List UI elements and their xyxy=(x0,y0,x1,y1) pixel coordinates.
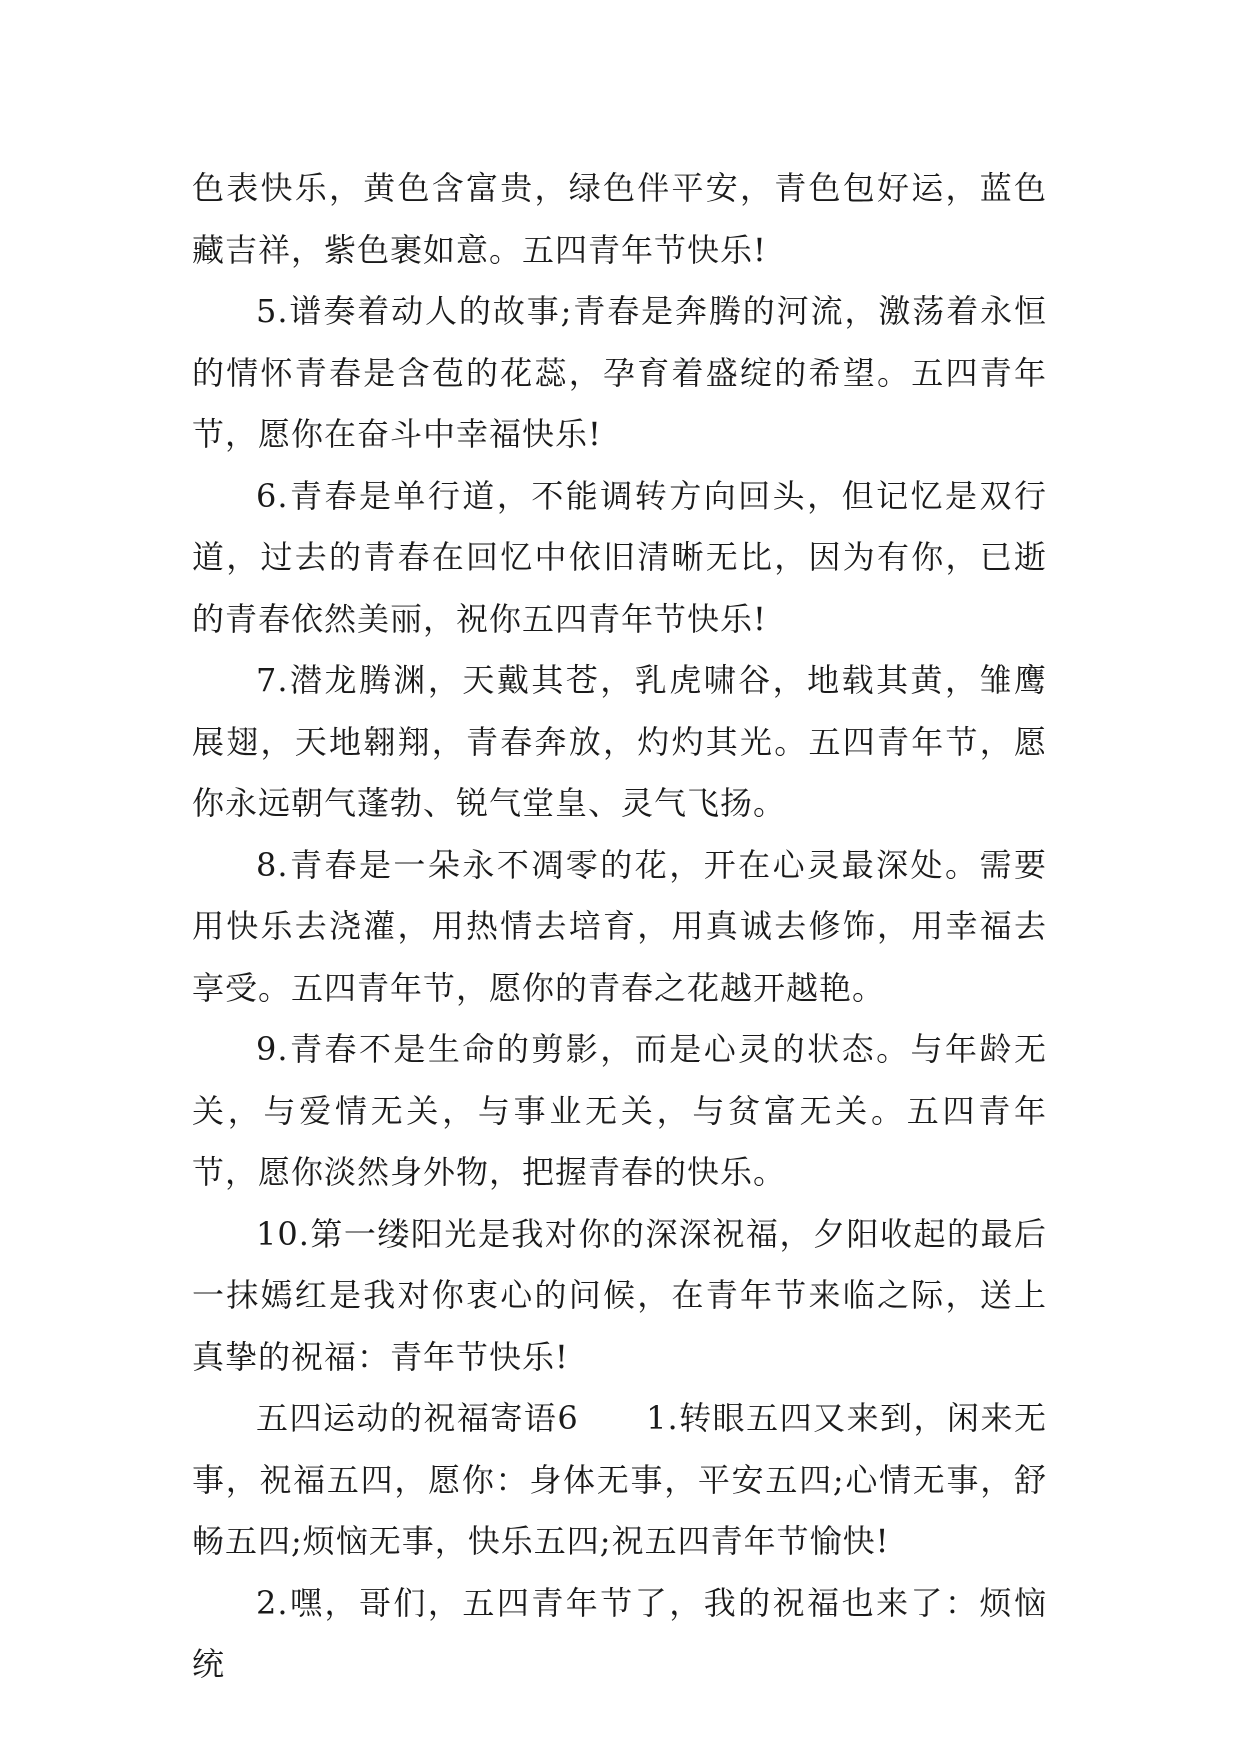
paragraph: 6.青春是单行道，不能调转方向回头，但记忆是双行道，过去的青春在回忆中依旧清晰无比，因为有你，已逝的青春依然美丽，祝你五四青年节快乐! xyxy=(192,476,1047,638)
paragraph: 8.青春是一朵永不凋零的花，开在心灵最深处。需要用快乐去浇灌，用热情去培育，用真诚去修饰，用幸福去享受。五四青年节，愿你的青春之花越开越艳。 xyxy=(192,845,1047,1007)
paragraph: 五四运动的祝福寄语6 1.转眼五四又来到，闲来无事，祝福五四，愿你：身体无事，平安五四;心情无事，舒畅五四;烦恼无事，快乐五四;祝五四青年节愉快! xyxy=(192,1399,1047,1560)
paragraph: 色表快乐，黄色含富贵，绿色伴平安，青色包好运，蓝色藏吉祥，紫色裹如意。五四青年节快乐! xyxy=(192,169,1047,269)
document-body xyxy=(192,158,1047,1696)
paragraph: 5.谱奏着动人的故事;青春是奔腾的河流，激荡着永恒的情怀青春是含苞的花蕊，孕育着盛绽的希望。五四青年节，愿你在奋斗中幸福快乐! xyxy=(192,292,1047,453)
paragraph: 10.第一缕阳光是我对你的深深祝福，夕阳收起的最后一抹嫣红是我对你衷心的问候，在青年节来临之际，送上真挚的祝福：青年节快乐! xyxy=(192,1214,1047,1376)
paragraph: 2.嘿，哥们，五四青年节了，我的祝福也来了：烦恼统 xyxy=(192,1583,1047,1683)
paragraph: 7.潜龙腾渊，天戴其苍，乳虎啸谷，地载其黄，雏鹰展翅，天地翱翔，青春奔放，灼灼其光。五四青年节，愿你永远朝气蓬勃、锐气堂皇、灵气飞扬。 xyxy=(192,661,1047,822)
paragraph: 9.青春不是生命的剪影，而是心灵的状态。与年龄无关，与爱情无关，与事业无关，与贫富无关。五四青年节，愿你淡然身外物，把握青春的快乐。 xyxy=(192,1030,1047,1191)
